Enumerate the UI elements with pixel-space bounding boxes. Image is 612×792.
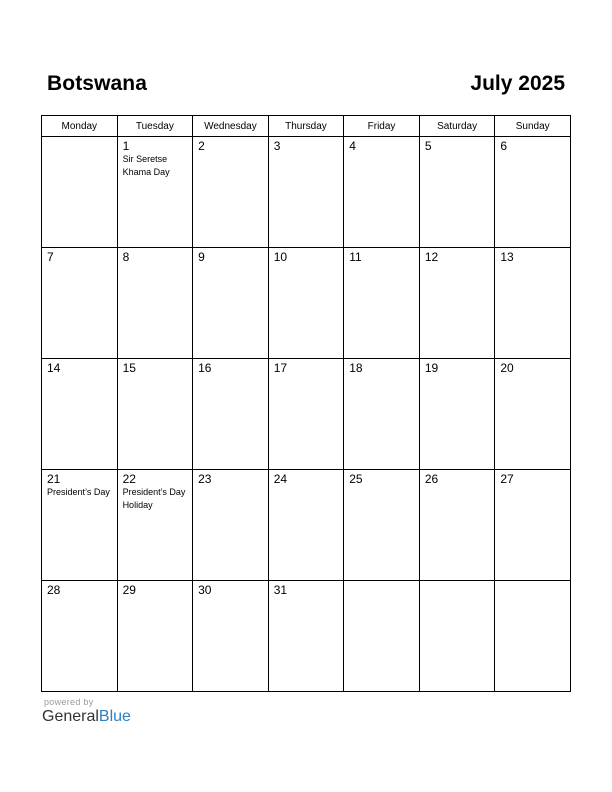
- day-cell: [117, 137, 193, 248]
- day-number: 11: [349, 250, 362, 264]
- day-number: 10: [273, 250, 288, 264]
- holiday-label: President’s Day Holiday: [122, 487, 186, 510]
- weekday-header: Saturday: [419, 116, 495, 137]
- day-number: 21: [47, 472, 61, 486]
- day-number: [420, 581, 495, 584]
- day-number: 6: [500, 139, 508, 153]
- day-cell: [419, 137, 495, 248]
- country-title: Botswana: [47, 72, 147, 95]
- day-cell: [117, 359, 193, 470]
- day-cell: [268, 137, 344, 248]
- day-number: 4: [349, 139, 356, 153]
- day-cell: [42, 359, 118, 470]
- day-cell: [495, 359, 571, 470]
- day-number: 18: [349, 361, 363, 375]
- day-cell: [42, 470, 118, 581]
- day-number: 19: [424, 361, 439, 375]
- day-cell: [117, 470, 193, 581]
- weekday-header: Friday: [344, 116, 420, 137]
- day-cell: [117, 581, 193, 692]
- day-cell: [419, 359, 495, 470]
- day-number: 17: [273, 361, 288, 375]
- day-cell: [495, 470, 571, 581]
- day-cell: [495, 581, 571, 692]
- day-cell: [268, 581, 344, 692]
- holiday-label: President’s Day: [47, 487, 110, 497]
- day-cell: [344, 359, 420, 470]
- day-number: 20: [500, 361, 514, 375]
- day-number: 12: [424, 250, 439, 264]
- day-number: 9: [198, 250, 205, 264]
- day-cell: [344, 137, 420, 248]
- day-cell: [193, 137, 269, 248]
- day-number: 27: [500, 472, 514, 486]
- day-number: 30: [198, 583, 212, 597]
- brand-general: General: [42, 708, 99, 725]
- powered-by-label: powered by: [44, 697, 94, 707]
- holiday-label: Sir Seretse Khama Day: [122, 154, 170, 177]
- week-row: [42, 581, 571, 692]
- day-number: 24: [273, 472, 288, 486]
- day-cell: [42, 581, 118, 692]
- day-number: 2: [198, 139, 205, 153]
- day-number: 28: [47, 583, 61, 597]
- day-cell: [193, 581, 269, 692]
- day-number: 23: [198, 472, 212, 486]
- week-row: [42, 359, 571, 470]
- weekday-header: Monday: [42, 116, 118, 137]
- calendar-grid: [41, 115, 571, 692]
- day-cell: [193, 359, 269, 470]
- day-number: 1: [122, 139, 130, 153]
- day-cell: [42, 137, 118, 248]
- week-row: [42, 248, 571, 359]
- day-cell: [344, 470, 420, 581]
- day-number: 26: [424, 472, 439, 486]
- day-number: 3: [273, 139, 281, 153]
- day-cell: [419, 470, 495, 581]
- day-cell: [193, 470, 269, 581]
- day-number: 7: [47, 250, 54, 264]
- day-number: 5: [424, 139, 432, 153]
- generalblue-logo[interactable]: [42, 708, 131, 726]
- day-number: 15: [122, 361, 136, 375]
- weekday-header: Sunday: [495, 116, 571, 137]
- day-cell: [193, 248, 269, 359]
- day-cell: [495, 248, 571, 359]
- weekday-header: Tuesday: [117, 116, 193, 137]
- day-cell: [268, 359, 344, 470]
- day-number: 16: [198, 361, 212, 375]
- day-cell: [495, 137, 571, 248]
- day-number: 13: [500, 250, 514, 264]
- weekday-header-row: [42, 116, 571, 137]
- day-number: [42, 137, 117, 140]
- day-number: 8: [122, 250, 130, 264]
- day-number: 22: [122, 472, 136, 486]
- month-title: July 2025: [470, 72, 565, 95]
- day-number: [495, 581, 570, 584]
- day-cell: [117, 248, 193, 359]
- day-cell: [419, 248, 495, 359]
- weekday-header: Thursday: [268, 116, 344, 137]
- day-number: 14: [47, 361, 61, 375]
- weekday-header: Wednesday: [193, 116, 269, 137]
- week-row: [42, 470, 571, 581]
- day-cell: [344, 581, 420, 692]
- day-cell: [344, 248, 420, 359]
- day-cell: [268, 470, 344, 581]
- day-cell: [42, 248, 118, 359]
- day-number: 31: [273, 583, 288, 597]
- day-number: 29: [122, 583, 136, 597]
- day-cell: [419, 581, 495, 692]
- day-cell: [268, 248, 344, 359]
- day-number: 25: [349, 472, 363, 486]
- day-number: [344, 581, 419, 584]
- week-row: [42, 137, 571, 248]
- brand-blue: Blue: [98, 708, 131, 725]
- calendar-body: [42, 137, 571, 692]
